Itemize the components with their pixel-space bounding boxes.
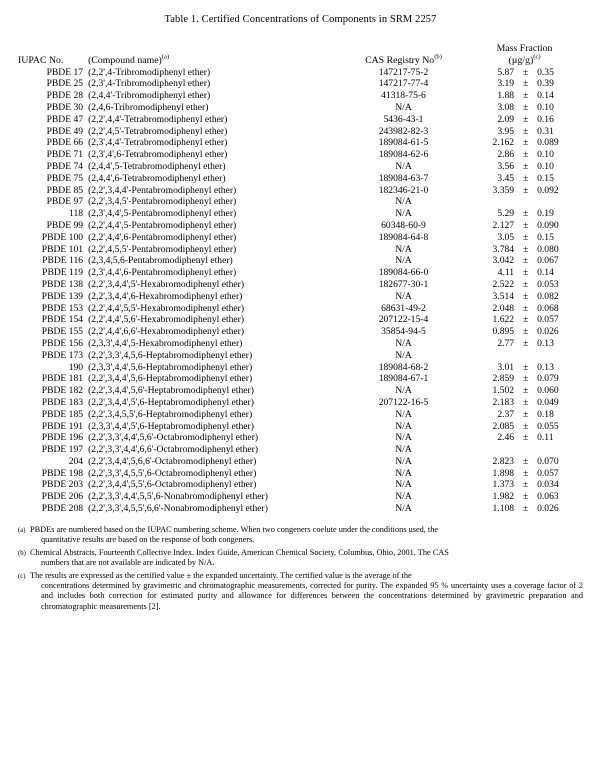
table-header: [18, 43, 583, 67]
header-compound-name: (Compound name)$^{(a)}$: [88, 53, 170, 66]
cell-compound-name: (2,2',3,4,4',5,6-Heptabromodiphenyl ether): [88, 373, 253, 385]
cell-cas-registry-no: N/A: [395, 208, 412, 220]
cell-compound-name: (2,2',4,5,5'-Pentabromodiphenyl ether): [88, 243, 237, 255]
cell-cas-registry-no: 41318-75-6: [381, 90, 426, 102]
cell-compound-name: (2,2',3,3',4,5,5',6-Octabromodiphenyl ether): [88, 467, 257, 479]
table-row: [18, 196, 583, 208]
header-iupac: IUPAC No.: [18, 54, 64, 66]
cell-uncertainty: [534, 350, 583, 362]
cell-uncertainty: 0.31: [537, 125, 554, 137]
table-row: [18, 479, 583, 491]
cell-compound-name: (2,2',4,4',5,6'-Hexabromodiphenyl ether): [88, 314, 245, 326]
table-row: [18, 503, 583, 515]
cell-iupac-no: PBDE 182: [41, 385, 84, 397]
footnote-line-rest: quantitative results are based on the response of both congeners.: [41, 535, 255, 545]
cell-cas-registry-no: N/A: [395, 444, 412, 456]
cell-uncertainty: 0.082: [537, 290, 559, 302]
cell-iupac-no: PBDE 101: [41, 243, 84, 255]
cell-mass-fraction-value: 1.502: [492, 385, 515, 397]
cell-iupac-no: PBDE 139: [41, 290, 84, 302]
cell-plus-minus: ±: [522, 137, 529, 149]
cell-compound-name: (2,2',3,3',4,4',5,6'-Octabromodiphenyl ether): [88, 432, 259, 444]
cell-uncertainty: 0.14: [537, 90, 554, 102]
cell-plus-minus: [517, 350, 534, 362]
footnote-ref-b: (b): [434, 53, 442, 61]
cell-uncertainty: 0.053: [537, 278, 559, 290]
cell-cas-registry-no: N/A: [395, 420, 412, 432]
cell-uncertainty: [534, 444, 583, 456]
footnote-ref-a: (a): [161, 53, 170, 61]
cell-iupac-no: PBDE 75: [46, 172, 84, 184]
cell-cas-registry-no: N/A: [395, 337, 412, 349]
cell-mass-fraction-value: 1.982: [492, 491, 515, 503]
cell-compound-name: (2,2',4,4',6,6'-Hexabromodiphenyl ether): [88, 326, 245, 338]
cell-mass-fraction-value: 3.56: [497, 160, 515, 172]
cell-compound-name: (2,4,4',6-Tetrabromodiphenyl ether): [88, 172, 226, 184]
cell-compound-name: (2,2',3,3',4,5,5',6,6'-Nonabromodiphenyl ether): [88, 503, 268, 515]
cell-cas-registry-no: N/A: [395, 491, 412, 503]
cell-iupac-no: PBDE 100: [41, 231, 84, 243]
table-row: [18, 303, 583, 315]
cell-uncertainty: 0.35: [537, 66, 554, 78]
cell-iupac-no: PBDE 198: [41, 467, 84, 479]
cell-iupac-no: PBDE 183: [41, 396, 84, 408]
table-row: [18, 232, 583, 244]
cell-iupac-no: PBDE 71: [46, 149, 84, 161]
cell-mass-fraction-value: 3.08: [497, 101, 515, 113]
cell-iupac-no: PBDE 30: [46, 101, 84, 113]
cell-compound-name: (2,3',4,4',5-Pentabromodiphenyl ether): [88, 208, 237, 220]
cell-mass-fraction-value: 5.87: [497, 66, 515, 78]
cell-compound-name: (2,2',3,4,4',5,6'-Heptabromodiphenyl ether): [88, 385, 254, 397]
cell-mass-fraction-value: 2.46: [497, 432, 515, 444]
cell-plus-minus: ±: [522, 373, 529, 385]
table-row: [18, 220, 583, 232]
cell-plus-minus: ±: [522, 149, 529, 161]
cell-uncertainty: 0.10: [537, 149, 554, 161]
cell-uncertainty: 0.049: [537, 396, 559, 408]
cell-cas-registry-no: 5436-43-1: [383, 113, 424, 125]
cell-plus-minus: ±: [522, 184, 529, 196]
table-row: [18, 279, 583, 291]
cell-mass-fraction-value: 1.373: [492, 479, 515, 491]
footnote: [18, 571, 583, 613]
cell-mass-fraction-value: 3.784: [492, 243, 515, 255]
table-row: [18, 338, 583, 350]
cell-plus-minus: ±: [522, 361, 529, 373]
table-row: [18, 137, 583, 149]
cell-cas-registry-no: 189084-68-2: [378, 361, 429, 373]
cell-iupac-no: PBDE 191: [41, 420, 84, 432]
table-row: [18, 78, 583, 90]
cell-mass-fraction-value: 2.085: [492, 420, 515, 432]
footnote-marker: (a): [18, 526, 26, 534]
cell-uncertainty: 0.068: [537, 302, 559, 314]
cell-uncertainty: 0.057: [537, 467, 559, 479]
cell-uncertainty: 0.060: [537, 385, 559, 397]
cell-plus-minus: ±: [522, 172, 529, 184]
cell-cas-registry-no: N/A: [395, 432, 412, 444]
cell-iupac-no: PBDE 155: [41, 326, 84, 338]
cell-mass-fraction-value: 1.88: [497, 90, 515, 102]
cell-uncertainty: 0.13: [537, 337, 554, 349]
cell-compound-name: (2,3,3',4,4',5-Hexabromodiphenyl ether): [88, 337, 243, 349]
cell-compound-name: (2,2',3,4,4',5,5',6-Octabromodiphenyl ether): [88, 479, 257, 491]
cell-plus-minus: ±: [522, 302, 529, 314]
cell-compound-name: (2,3,3',4,4',5',6-Heptabromodiphenyl ether): [88, 420, 254, 432]
cell-iupac-no: PBDE 47: [46, 113, 84, 125]
footnote: [18, 525, 583, 546]
cell-iupac-no: 190: [68, 361, 84, 373]
cell-compound-name: (2,2',4-Tribromodiphenyl ether): [88, 66, 211, 78]
cell-uncertainty: 0.15: [537, 231, 554, 243]
cell-cas-registry-no: 207122-16-5: [378, 396, 429, 408]
cell-plus-minus: ±: [522, 326, 529, 338]
cell-iupac-no: PBDE 185: [41, 408, 84, 420]
cell-uncertainty: 0.092: [537, 184, 559, 196]
cell-plus-minus: ±: [522, 208, 529, 220]
cell-plus-minus: ±: [522, 278, 529, 290]
cell-uncertainty: 0.16: [537, 113, 554, 125]
cell-iupac-no: PBDE 138: [41, 278, 84, 290]
cell-uncertainty: 0.080: [537, 243, 559, 255]
cell-compound-name: (2,2',4,4',5-Pentabromodiphenyl ether): [88, 219, 237, 231]
cell-mass-fraction-value: [466, 196, 517, 208]
cell-uncertainty: 0.067: [537, 255, 559, 267]
cell-mass-fraction-value: 1.108: [492, 503, 515, 515]
cell-compound-name: (2,4,4'-Tribromodiphenyl ether): [88, 90, 211, 102]
cell-compound-name: (2,3,4,5,6-Pentabromodiphenyl ether): [88, 255, 233, 267]
cell-iupac-no: PBDE 85: [46, 184, 84, 196]
cell-iupac-no: PBDE 181: [41, 373, 84, 385]
cell-compound-name: (2,2',3,3',4,5,6-Heptabromodiphenyl ether): [88, 349, 253, 361]
cell-uncertainty: 0.026: [537, 503, 559, 515]
cell-uncertainty: 0.055: [537, 420, 559, 432]
table-row: [18, 90, 583, 102]
cell-mass-fraction-value: 2.77: [497, 337, 515, 349]
cell-cas-registry-no: N/A: [395, 255, 412, 267]
cell-plus-minus: ±: [522, 290, 529, 302]
cell-iupac-no: PBDE 97: [46, 196, 84, 208]
cell-mass-fraction-value: 3.95: [497, 125, 515, 137]
cell-compound-name: (2,2',3,4,4',6-Hexabromodiphenyl ether): [88, 290, 243, 302]
cell-cas-registry-no: 189084-61-5: [378, 137, 429, 149]
footnote-text: [30, 571, 583, 613]
footnote-text: [30, 548, 583, 569]
cell-uncertainty: 0.063: [537, 491, 559, 503]
cell-compound-name: (2,4,4',5-Tetrabromodiphenyl ether): [88, 160, 226, 172]
cell-mass-fraction-value: 2.522: [492, 278, 515, 290]
cell-uncertainty: 0.18: [537, 408, 554, 420]
cell-plus-minus: ±: [522, 231, 529, 243]
table-row: [18, 126, 583, 138]
cell-plus-minus: ±: [522, 337, 529, 349]
table-row: [18, 173, 583, 185]
cell-mass-fraction-value: 3.359: [492, 184, 515, 196]
cell-compound-name: (2,3',4,4',6-Pentabromodiphenyl ether): [88, 267, 237, 279]
cell-mass-fraction-value: [466, 350, 517, 362]
cell-compound-name: (2,2',3,4,5'-Pentabromodiphenyl ether): [88, 196, 237, 208]
cell-plus-minus: ±: [522, 267, 529, 279]
cell-iupac-no: PBDE 17: [46, 66, 84, 78]
footnote-text: [30, 525, 583, 546]
cell-compound-name: (2,3',4,4'-Tetrabromodiphenyl ether): [88, 137, 228, 149]
table-row: [18, 456, 583, 468]
footnote-marker: (c): [18, 572, 26, 580]
cell-cas-registry-no: 147217-77-4: [378, 78, 429, 90]
cell-iupac-no: PBDE 66: [46, 137, 84, 149]
cell-plus-minus: ±: [522, 455, 529, 467]
cell-iupac-no: PBDE 173: [41, 349, 84, 361]
cell-iupac-no: PBDE 156: [41, 337, 84, 349]
cell-compound-name: (2,3',4-Tribromodiphenyl ether): [88, 78, 211, 90]
cell-plus-minus: ±: [522, 125, 529, 137]
cell-cas-registry-no: 189084-64-8: [378, 231, 429, 243]
table-row: [18, 432, 583, 444]
header-mass-line1: Mass Fraction: [496, 43, 553, 54]
cell-plus-minus: ±: [522, 420, 529, 432]
cell-compound-name: (2,4,6-Tribromodiphenyl ether): [88, 101, 209, 113]
footnote: [18, 548, 583, 569]
cell-mass-fraction-value: 0.895: [492, 326, 515, 338]
cell-plus-minus: ±: [522, 385, 529, 397]
cell-compound-name: (2,2',3,4,5,5',6-Heptabromodiphenyl ether): [88, 408, 253, 420]
cell-compound-name: (2,2',4,4',6-Pentabromodiphenyl ether): [88, 231, 237, 243]
table-row: [18, 397, 583, 409]
cell-plus-minus: ±: [522, 113, 529, 125]
header-cas: CAS Registry No$^{(b)}$: [365, 53, 442, 66]
cell-mass-fraction-value: 3.05: [497, 231, 515, 243]
cell-compound-name: (2,2',3,4,4',5,6,6'-Octabromodiphenyl ether): [88, 455, 257, 467]
cell-uncertainty: 0.034: [537, 479, 559, 491]
cell-plus-minus: ±: [522, 314, 529, 326]
cell-cas-registry-no: 207122-15-4: [378, 314, 429, 326]
header-mass-line2: $(\mu g/g)^{(c)}$: [508, 53, 541, 66]
cell-iupac-no: PBDE 153: [41, 302, 84, 314]
cell-compound-name: (2,2',3,4,4',5',6-Heptabromodiphenyl ether): [88, 396, 254, 408]
cell-cas-registry-no: 68631-49-2: [381, 302, 426, 314]
cell-compound-name: (2,2',3,3',4,4',5,5',6-Nonabromodiphenyl ether): [88, 491, 268, 503]
cell-uncertainty: 0.10: [537, 160, 554, 172]
cell-mass-fraction-value: 2.183: [492, 396, 515, 408]
cell-mass-fraction-value: 1.622: [492, 314, 515, 326]
table-row: [18, 468, 583, 480]
footnote-ref-c: (c): [533, 53, 541, 61]
cell-uncertainty: 0.15: [537, 172, 554, 184]
cell-compound-name: (2,2',4,5'-Tetrabromodiphenyl ether): [88, 125, 228, 137]
cell-uncertainty: 0.070: [537, 455, 559, 467]
footnote-line-first: Chemical Abstracts, Fourteenth Collective Index. Index Guide, American Chemical Society, Columbus, Ohio, 2001. The CAS: [30, 547, 449, 557]
cell-cas-registry-no: N/A: [395, 503, 412, 515]
cell-compound-name: (2,3',4',6-Tetrabromodiphenyl ether): [88, 149, 228, 161]
table-row: [18, 409, 583, 421]
cell-iupac-no: PBDE 49: [46, 125, 84, 137]
cell-plus-minus: ±: [522, 66, 529, 78]
cell-plus-minus: ±: [522, 467, 529, 479]
cell-plus-minus: [517, 444, 534, 456]
cell-plus-minus: ±: [522, 78, 529, 90]
table-caption: Table 1. Certified Concentrations of Components in SRM 2257: [164, 14, 437, 25]
cell-plus-minus: ±: [522, 408, 529, 420]
table-row: [18, 291, 583, 303]
cell-cas-registry-no: 189084-62-6: [378, 149, 429, 161]
cell-iupac-no: PBDE 206: [41, 491, 84, 503]
table-row: [18, 67, 583, 79]
cell-iupac-no: PBDE 116: [42, 255, 84, 267]
cell-mass-fraction-value: 2.823: [492, 455, 515, 467]
cell-mass-fraction-value: 3.19: [497, 78, 515, 90]
cell-cas-registry-no: 189084-67-1: [378, 373, 429, 385]
cell-cas-registry-no: 60348-60-9: [381, 219, 426, 231]
cell-plus-minus: ±: [522, 101, 529, 113]
cell-cas-registry-no: N/A: [395, 408, 412, 420]
cell-uncertainty: 0.39: [537, 78, 554, 90]
table-row: [18, 385, 583, 397]
cell-plus-minus: [517, 196, 534, 208]
cell-uncertainty: 0.10: [537, 101, 554, 113]
cell-cas-registry-no: 243982-82-3: [378, 125, 429, 137]
cell-compound-name: (2,2',3,4,4',5'-Hexabromodiphenyl ether): [88, 278, 245, 290]
cell-cas-registry-no: N/A: [395, 243, 412, 255]
cell-mass-fraction-value: 2.86: [497, 149, 515, 161]
cell-uncertainty: 0.090: [537, 219, 559, 231]
cell-uncertainty: 0.089: [537, 137, 559, 149]
cell-mass-fraction-value: 3.042: [492, 255, 515, 267]
cell-iupac-no: PBDE 28: [46, 90, 84, 102]
cell-iupac-no: PBDE 99: [46, 219, 84, 231]
cell-plus-minus: ±: [522, 90, 529, 102]
cell-mass-fraction-value: [466, 444, 517, 456]
table-row: [18, 326, 583, 338]
footnote-marker: (b): [18, 549, 26, 557]
footnote-line-rest: numbers that are not available are indicated by N/A.: [41, 558, 215, 568]
footnote-line-rest: concentrations determined by gravimetric and chromatographic measurements, corrected for purity. The expanded 95 % uncertainty uses a coverage factor of 2 and includes both correction for estimated purity and allowance for differences between the concentrations determined by gravimetric preparation and chromatographic measurements [2].: [41, 580, 583, 611]
cell-compound-name: (2,2',3,4,4'-Pentabromodiphenyl ether): [88, 184, 237, 196]
cell-plus-minus: ±: [522, 491, 529, 503]
cell-mass-fraction-value: 2.859: [492, 373, 515, 385]
cell-uncertainty: 0.026: [537, 326, 559, 338]
cell-plus-minus: ±: [522, 432, 529, 444]
cell-iupac-no: PBDE 25: [46, 78, 84, 90]
certified-concentrations-table: [18, 43, 583, 515]
cell-plus-minus: ±: [522, 396, 529, 408]
cell-mass-fraction-value: 3.514: [492, 290, 515, 302]
cell-cas-registry-no: N/A: [395, 455, 412, 467]
cell-cas-registry-no: 147217-75-2: [378, 66, 429, 78]
cell-compound-name: (2,2',4,4'-Tetrabromodiphenyl ether): [88, 113, 228, 125]
cell-compound-name: (2,2',3,3',4,4',6,6'-Octabromodiphenyl ether): [88, 444, 259, 456]
table-row: [18, 421, 583, 433]
table-row: [18, 149, 583, 161]
cell-cas-registry-no: N/A: [395, 467, 412, 479]
cell-compound-name: (2,2',4,4',5,5'-Hexabromodiphenyl ether): [88, 302, 245, 314]
table-row: [18, 102, 583, 114]
cell-cas-registry-no: N/A: [395, 349, 412, 361]
header-mass-fraction: [466, 43, 583, 67]
cell-cas-registry-no: N/A: [395, 385, 412, 397]
cell-mass-fraction-value: 2.048: [492, 302, 515, 314]
cell-mass-fraction-value: 2.37: [497, 408, 515, 420]
table-row: [18, 208, 583, 220]
cell-plus-minus: ±: [522, 243, 529, 255]
cell-cas-registry-no: N/A: [395, 160, 412, 172]
cell-uncertainty: 0.14: [537, 267, 554, 279]
cell-uncertainty: [534, 196, 583, 208]
table-row: [18, 161, 583, 173]
table-row: [18, 362, 583, 374]
cell-uncertainty: 0.19: [537, 208, 554, 220]
table-row: [18, 244, 583, 256]
cell-iupac-no: PBDE 154: [41, 314, 84, 326]
cell-plus-minus: ±: [522, 255, 529, 267]
cell-uncertainty: 0.057: [537, 314, 559, 326]
cell-mass-fraction-value: 2.09: [497, 113, 515, 125]
cell-iupac-no: PBDE 203: [41, 479, 84, 491]
cell-plus-minus: ±: [522, 219, 529, 231]
footnote-line-first: The results are expressed as the certified value ± the expanded uncertainty. The certified value is the average of the: [30, 570, 412, 580]
cell-plus-minus: ±: [522, 160, 529, 172]
footnotes: [18, 525, 583, 612]
cell-iupac-no: 118: [69, 208, 84, 220]
cell-cas-registry-no: 182346-21-0: [378, 184, 429, 196]
table-row: [18, 267, 583, 279]
cell-iupac-no: PBDE 208: [41, 503, 84, 515]
table-row: [18, 114, 583, 126]
table-row: [18, 350, 583, 362]
table-row: [18, 185, 583, 197]
cell-cas-registry-no: 189084-63-7: [378, 172, 429, 184]
cell-mass-fraction-value: 2.162: [492, 137, 515, 149]
table-row: [18, 255, 583, 267]
cell-iupac-no: 204: [68, 455, 84, 467]
table-row: [18, 491, 583, 503]
cell-cas-registry-no: 189084-66-0: [378, 267, 429, 279]
cell-cas-registry-no: N/A: [395, 479, 412, 491]
cell-uncertainty: 0.11: [537, 432, 554, 444]
cell-mass-fraction-value: 2.127: [492, 219, 515, 231]
table-row: [18, 314, 583, 326]
cell-mass-fraction-value: 3.45: [497, 172, 515, 184]
cell-compound-name: (2,3,3',4,4',5,6-Heptabromodiphenyl ether): [88, 361, 253, 373]
cell-mass-fraction-value: 4.11: [497, 267, 515, 279]
cell-cas-registry-no: N/A: [395, 290, 412, 302]
cell-uncertainty: 0.079: [537, 373, 559, 385]
cell-plus-minus: ±: [522, 479, 529, 491]
cell-cas-registry-no: 182677-30-1: [378, 278, 429, 290]
cell-iupac-no: PBDE 197: [41, 444, 84, 456]
table-body: [18, 67, 583, 515]
cell-plus-minus: ±: [522, 503, 529, 515]
cell-cas-registry-no: 35854-94-5: [381, 326, 426, 338]
table-row: [18, 373, 583, 385]
cell-iupac-no: PBDE 196: [41, 432, 84, 444]
cell-mass-fraction-value: 5.29: [497, 208, 515, 220]
cell-cas-registry-no: N/A: [395, 101, 412, 113]
cell-iupac-no: PBDE 119: [42, 267, 84, 279]
cell-iupac-no: PBDE 74: [46, 160, 84, 172]
cell-mass-fraction-value: 3.01: [497, 361, 515, 373]
table-row: [18, 444, 583, 456]
footnote-line-first: PBDEs are numbered based on the IUPAC numbering scheme. When two congeners coelute under the conditions used, the: [30, 524, 439, 534]
cell-uncertainty: 0.13: [537, 361, 554, 373]
cell-mass-fraction-value: 1.898: [492, 467, 515, 479]
cell-cas-registry-no: N/A: [395, 196, 412, 208]
